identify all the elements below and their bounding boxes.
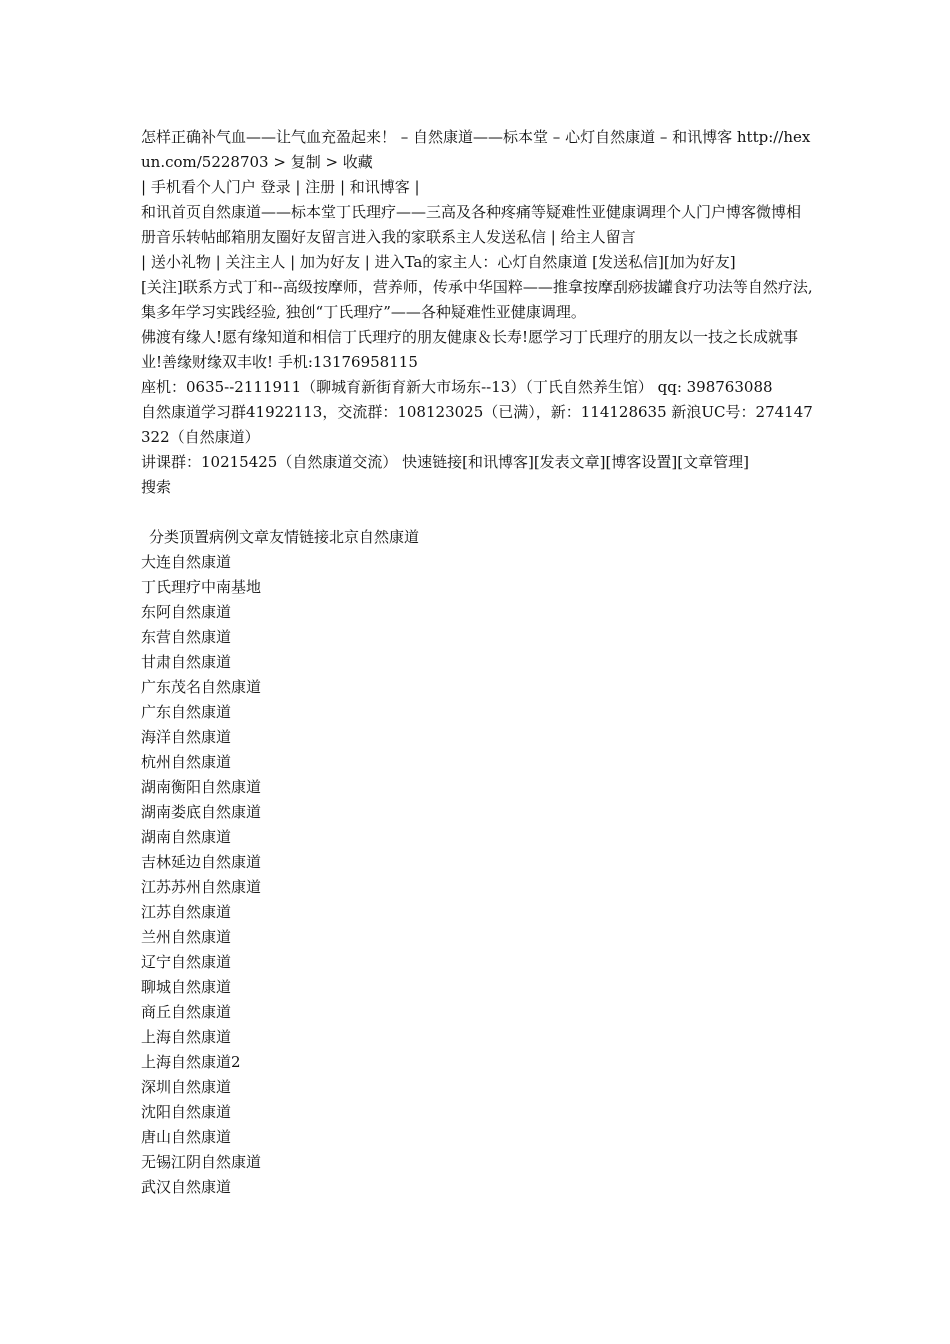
friend-links-list <box>141 550 813 1200</box>
spacer <box>141 500 813 525</box>
friend-link[interactable]: 吉林延边自然康道 <box>141 853 262 871</box>
friend-link[interactable]: 无锡江阴自然康道 <box>141 1153 262 1171</box>
list-item[interactable] <box>141 725 813 750</box>
list-item[interactable] <box>141 700 813 725</box>
list-item[interactable] <box>141 550 813 575</box>
list-item[interactable] <box>141 1175 813 1200</box>
friend-link[interactable]: 商丘自然康道 <box>141 1003 232 1021</box>
article-title-line: 怎样正确补气血——让气血充盈起来！ – 自然康道——标本堂 – 心灯自然康道 – 和讯博客 http://hexun.com/5228703 > 复制 > 收藏 <box>141 128 811 171</box>
friend-link[interactable]: 东阿自然康道 <box>141 603 232 621</box>
list-item[interactable] <box>141 1125 813 1150</box>
list-item[interactable] <box>141 1075 813 1100</box>
list-item[interactable] <box>141 1025 813 1050</box>
list-item[interactable] <box>141 775 813 800</box>
list-item[interactable] <box>141 1050 813 1075</box>
friend-link[interactable]: 湖南衡阳自然康道 <box>141 778 262 796</box>
friend-link[interactable]: 深圳自然康道 <box>141 1078 232 1096</box>
list-item[interactable] <box>141 925 813 950</box>
categories-header: 分类顶置病例文章友情链接北京自然康道 <box>149 528 420 546</box>
friend-link[interactable]: 杭州自然康道 <box>141 753 232 771</box>
friend-link[interactable]: 湖南自然康道 <box>141 828 232 846</box>
top-nav-line[interactable]: | 手机看个人门户 登录 | 注册 | 和讯博客 | <box>141 178 420 196</box>
list-item[interactable] <box>141 575 813 600</box>
friend-link[interactable]: 湖南娄底自然康道 <box>141 803 262 821</box>
blog-menu-line[interactable]: 和讯首页自然康道——标本堂丁氏理疗——三高及各种疼痛等疑难性亚健康调理个人门户博客微博相册音乐转帖邮箱朋友圈好友留言进入我的家联系主人发送私信 | 给主人留言 <box>141 203 802 246</box>
list-item[interactable] <box>141 975 813 1000</box>
list-item[interactable] <box>141 600 813 625</box>
friend-link[interactable]: 兰州自然康道 <box>141 928 232 946</box>
list-item[interactable] <box>141 875 813 900</box>
friend-link[interactable]: 江苏自然康道 <box>141 903 232 921</box>
list-item[interactable] <box>141 1100 813 1125</box>
friend-link[interactable]: 辽宁自然康道 <box>141 953 232 971</box>
friend-link[interactable]: 海洋自然康道 <box>141 728 232 746</box>
owner-actions-line[interactable]: | 送小礼物 | 关注主人 | 加为好友 | 进入Ta的家主人：心灯自然康道 [发送私信][加为好友] <box>141 253 736 271</box>
quick-links-line[interactable]: 讲课群：10215425（自然康道交流） 快速链接[和讯博客][发表文章][博客设置][文章管理] <box>141 453 749 471</box>
friend-link[interactable]: 广东自然康道 <box>141 703 232 721</box>
search-link[interactable]: 搜索 <box>141 478 172 496</box>
list-item[interactable] <box>141 900 813 925</box>
friend-link[interactable]: 甘肃自然康道 <box>141 653 232 671</box>
list-item[interactable] <box>141 650 813 675</box>
list-item[interactable] <box>141 1150 813 1175</box>
profile-intro: [关注]联系方式丁和--高级按摩师，营养师，传承中华国粹——推拿按摩刮痧拔罐食疗功法等自然疗法,集多年学习实践经验, 独创“丁氏理疗”——各种疑难性亚健康调理。 <box>141 278 813 321</box>
friend-link[interactable]: 江苏苏州自然康道 <box>141 878 262 896</box>
friend-link[interactable]: 大连自然康道 <box>141 553 232 571</box>
list-item[interactable] <box>141 675 813 700</box>
profile-landline: 座机：0635--2111911（聊城育新街育新大市场东--13）（丁氏自然养生馆） qq: 398763088 <box>141 378 773 396</box>
friend-link[interactable]: 聊城自然康道 <box>141 978 232 996</box>
friend-link[interactable]: 沈阳自然康道 <box>141 1103 232 1121</box>
list-item[interactable] <box>141 950 813 975</box>
list-item[interactable] <box>141 850 813 875</box>
list-item[interactable] <box>141 800 813 825</box>
friend-link[interactable]: 武汉自然康道 <box>141 1178 232 1196</box>
friend-link[interactable]: 广东茂名自然康道 <box>141 678 262 696</box>
friend-link[interactable]: 唐山自然康道 <box>141 1128 232 1146</box>
list-item[interactable] <box>141 750 813 775</box>
profile-groups: 自然康道学习群41922113，交流群：108123025（已满），新：114128635 新浪UC号：274147322（自然康道） <box>141 403 813 446</box>
list-item[interactable] <box>141 625 813 650</box>
friend-link[interactable]: 东营自然康道 <box>141 628 232 646</box>
friend-link[interactable]: 上海自然康道 <box>141 1028 232 1046</box>
friend-link[interactable]: 丁氏理疗中南基地 <box>141 578 262 596</box>
friend-link[interactable]: 上海自然康道2 <box>141 1053 241 1071</box>
list-item[interactable] <box>141 825 813 850</box>
document-page <box>141 125 813 1200</box>
list-item[interactable] <box>141 1000 813 1025</box>
profile-motto: 佛渡有缘人!愿有缘知道和相信丁氏理疗的朋友健康＆长寿!愿学习丁氏理疗的朋友以一技之长成就事业!善缘财缘双丰收! 手机:13176958115 <box>141 328 799 371</box>
